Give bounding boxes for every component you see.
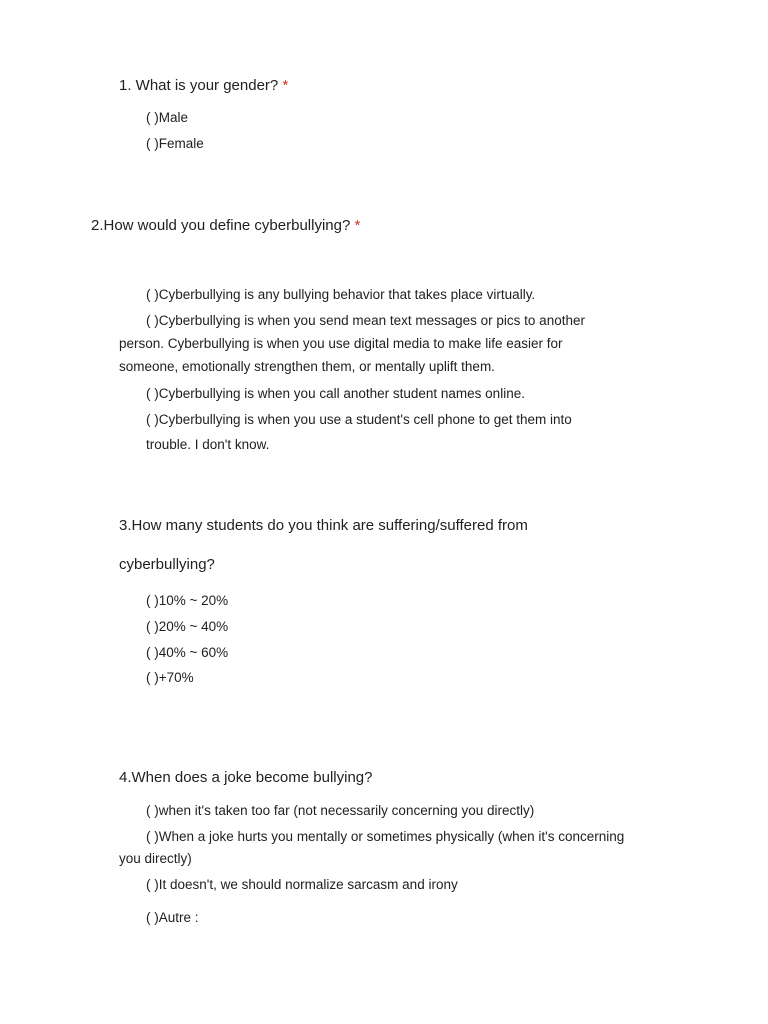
question-2-title — [91, 216, 360, 236]
option-taken-too-far[interactable]: ( )when it's taken too far (not necessarily concerning you directly) — [146, 803, 535, 818]
option-normalize-sarcasm[interactable]: ( )It doesn't, we should normalize sarcasm and irony — [146, 877, 458, 892]
option-names-online[interactable]: ( )Cyberbullying is when you call another student names online. — [146, 386, 525, 401]
required-asterisk: * — [354, 217, 361, 234]
option-male[interactable]: ( )Male — [146, 110, 189, 125]
option-female[interactable]: ( )Female — [146, 136, 204, 151]
required-asterisk: * — [282, 77, 289, 94]
option-other[interactable]: ( )Autre : — [146, 910, 199, 925]
option-10-20[interactable]: ( )10% ~ 20% — [146, 593, 229, 608]
option-mean-messages[interactable]: ( )Cyberbullying is when you send mean text messages or pics to another — [146, 313, 585, 328]
option-virtual-bullying[interactable]: ( )Cyberbullying is any bullying behavior that takes place virtually. — [146, 287, 536, 302]
question-3-title-line-2: cyberbullying? — [119, 556, 215, 573]
option-20-40[interactable]: ( )20% ~ 40% — [146, 619, 229, 634]
option-cell-phone[interactable]: ( )Cyberbullying is when you use a student's cell phone to get them into — [146, 412, 572, 427]
question-2-text: 2.How would you define cyberbullying? — [91, 217, 351, 234]
option-cell-phone-cont: trouble. I don't know. — [146, 437, 270, 452]
option-70-plus[interactable]: ( )+70% — [146, 670, 194, 685]
question-3-title-line-1: 3.How many students do you think are suffering/suffered from — [119, 517, 528, 534]
question-1-title — [119, 76, 288, 96]
question-4-title: 4.When does a joke become bullying? — [119, 769, 373, 786]
option-mean-messages-cont-1: person. Cyberbullying is when you use digital media to make life easier for — [119, 336, 563, 351]
question-1-text: 1. What is your gender? — [119, 77, 279, 94]
option-mean-messages-cont-2: someone, emotionally strengthen them, or mentally uplift them. — [119, 359, 495, 374]
option-hurts-mentally[interactable]: ( )When a joke hurts you mentally or sometimes physically (when it's concerning — [146, 829, 625, 844]
option-hurts-mentally-cont: you directly) — [119, 851, 192, 866]
option-40-60[interactable]: ( )40% ~ 60% — [146, 645, 229, 660]
